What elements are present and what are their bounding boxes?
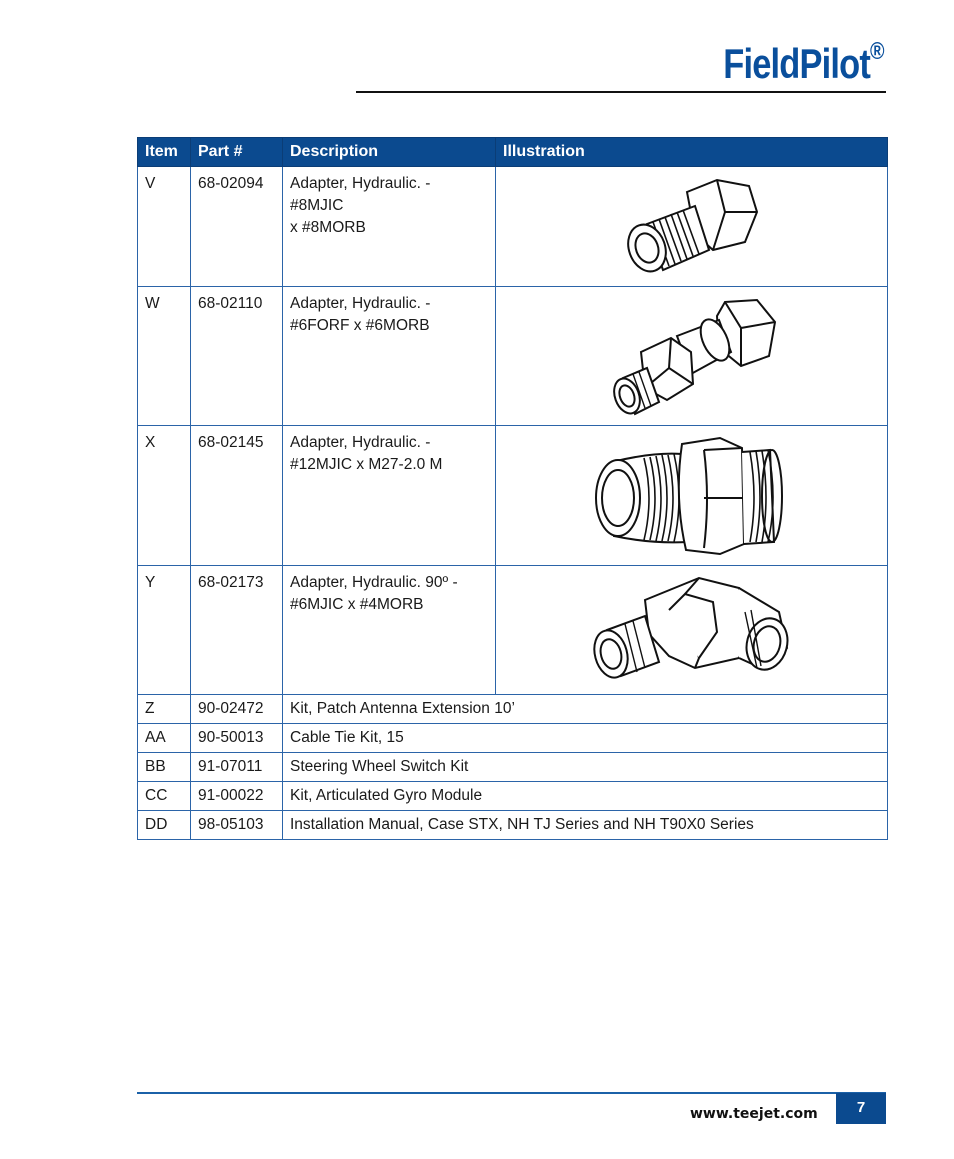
description-line: x #8MORB — [290, 219, 366, 236]
parts-table — [137, 137, 888, 840]
straight-adapter-icon — [617, 172, 767, 282]
part-cell: 90-50013 — [191, 724, 283, 753]
item-cell: BB — [138, 753, 191, 782]
description-line: Adapter, Hydraulic. - — [290, 434, 431, 451]
description-cell: Kit, Patch Antenna Extension 10’ — [283, 695, 888, 724]
description-cell: Cable Tie Kit, 15 — [283, 724, 888, 753]
description-line: Adapter, Hydraulic. - #8MJIC — [290, 175, 431, 214]
description-line: #6FORF x #6MORB — [290, 317, 430, 334]
item-cell: DD — [138, 811, 191, 840]
column-header-description: Description — [283, 138, 496, 167]
table-row — [138, 811, 888, 840]
description-line: Adapter, Hydraulic. 90º - — [290, 574, 458, 591]
table-row — [138, 167, 888, 287]
part-cell: 68-02110 — [191, 287, 283, 426]
description-cell: Installation Manual, Case STX, NH TJ Series and NH T90X0 Series — [283, 811, 888, 840]
part-cell: 68-02094 — [191, 167, 283, 287]
header-divider — [356, 91, 886, 93]
illustration-cell — [496, 287, 888, 426]
description-cell — [283, 167, 496, 287]
description-line: #6MJIC x #4MORB — [290, 596, 424, 613]
description-cell: Steering Wheel Switch Kit — [283, 753, 888, 782]
illustration-cell — [496, 426, 888, 566]
table-row — [138, 753, 888, 782]
table-row — [138, 287, 888, 426]
description-cell — [283, 566, 496, 695]
footer-url: www.teejet.com — [690, 1106, 818, 1122]
table-row — [138, 724, 888, 753]
table-header-row — [138, 138, 888, 167]
item-cell: W — [138, 287, 191, 426]
elbow-adapter-icon — [589, 572, 794, 688]
description-cell: Kit, Articulated Gyro Module — [283, 782, 888, 811]
part-cell: 91-07011 — [191, 753, 283, 782]
description-line: #12MJIC x M27-2.0 M — [290, 456, 443, 473]
illustration-cell — [496, 566, 888, 695]
description-line: Adapter, Hydraulic. - — [290, 295, 431, 312]
item-cell: Y — [138, 566, 191, 695]
item-cell: CC — [138, 782, 191, 811]
table-row — [138, 695, 888, 724]
description-cell — [283, 426, 496, 566]
part-cell: 68-02145 — [191, 426, 283, 566]
column-header-part: Part # — [191, 138, 283, 167]
table-row — [138, 566, 888, 695]
item-cell: Z — [138, 695, 191, 724]
item-cell: AA — [138, 724, 191, 753]
footer-divider — [137, 1092, 886, 1094]
column-header-illustration: Illustration — [496, 138, 888, 167]
fieldpilot-logo: FieldPilot® — [723, 38, 884, 87]
table-row — [138, 426, 888, 566]
description-cell — [283, 287, 496, 426]
illustration-cell — [496, 167, 888, 287]
part-cell: 68-02173 — [191, 566, 283, 695]
swivel-adapter-icon — [607, 292, 777, 420]
part-cell: 91-00022 — [191, 782, 283, 811]
table-row — [138, 782, 888, 811]
large-adapter-icon — [592, 432, 792, 560]
part-cell: 90-02472 — [191, 695, 283, 724]
column-header-item: Item — [138, 138, 191, 167]
page-number: 7 — [836, 1093, 886, 1124]
item-cell: V — [138, 167, 191, 287]
item-cell: X — [138, 426, 191, 566]
part-cell: 98-05103 — [191, 811, 283, 840]
